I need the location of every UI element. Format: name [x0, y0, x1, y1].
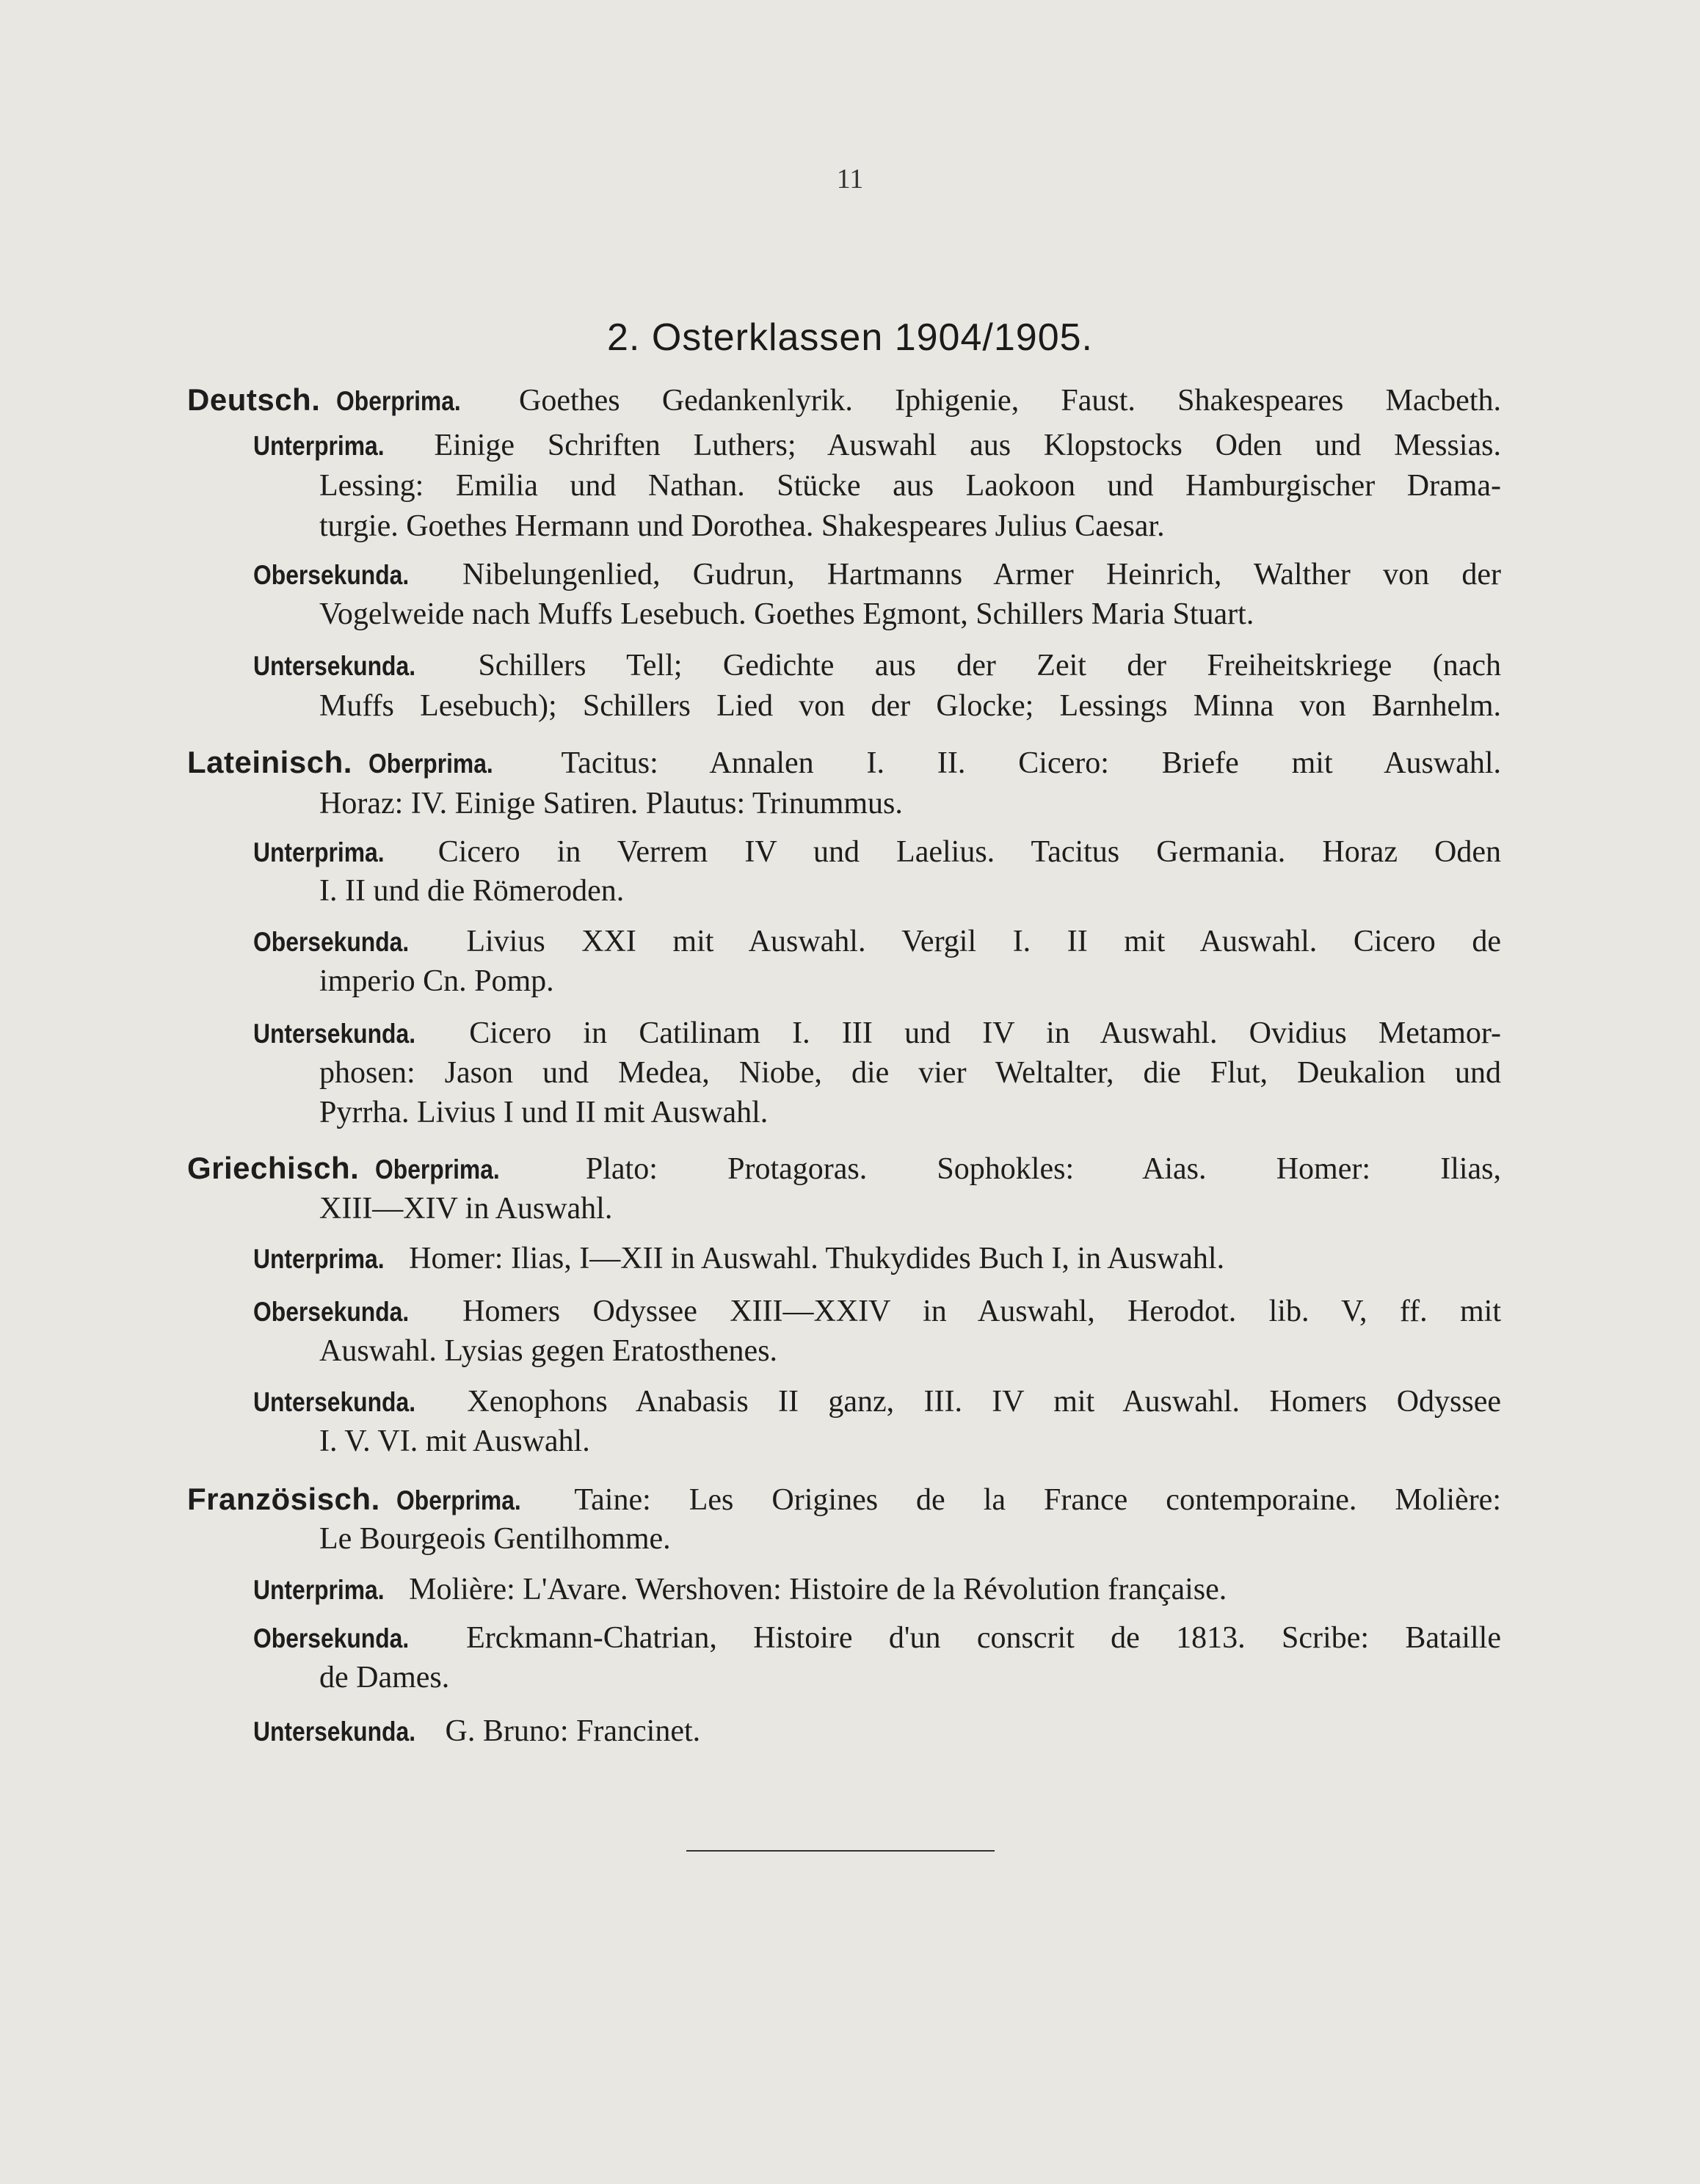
- text-line: [319, 1420, 590, 1463]
- entry-text: Lessing: Emilia und Nathan. Stücke aus Laokoon und Hamburgischer Drama-: [319, 469, 1501, 503]
- entry-text: Nibelungenlied, Gudrun, Hartmanns Armer Heinrich, Walther von der: [462, 558, 1501, 592]
- text-line: [319, 1330, 777, 1372]
- text-line: [319, 685, 1501, 727]
- text-line: [319, 1518, 671, 1560]
- class-label: Oberprima.: [336, 386, 462, 416]
- subject-heading: Griechisch.: [187, 1151, 360, 1185]
- text-line: [319, 782, 903, 825]
- class-label: Untersekunda.: [253, 1019, 416, 1049]
- class-label: Unterprima.: [253, 837, 385, 867]
- text-line: [319, 1656, 449, 1699]
- text-line: [253, 1617, 1501, 1659]
- entry-text: Molière: L'Avare. Wershoven: Histoire de la Révolution française.: [409, 1573, 1227, 1606]
- entry-text: Cicero in Catilinam I. III und IV in Auswahl. Ovidius Metamor-: [469, 1016, 1502, 1050]
- entry-text: Homer: Ilias, I—XII in Auswahl. Thukydides Buch I, in Auswahl.: [409, 1242, 1225, 1275]
- entry-text: Goethes Gedankenlyrik. Iphigenie, Faust. Shakespeares Macbeth.: [518, 384, 1501, 418]
- text-line: [253, 1568, 1227, 1611]
- entry-text: Muffs Lesebuch); Schillers Lied von der Glocke; Lessings Minna von Barnhelm.: [319, 689, 1501, 723]
- text-line: [253, 644, 1501, 687]
- entry-text: Vogelweide nach Muffs Lesebuch. Goethes Egmont, Schillers Maria Stuart.: [319, 597, 1254, 631]
- text-line: [319, 960, 554, 1002]
- entry-text: Erckmann-Chatrian, Histoire d'un conscrit de 1813. Scribe: Bataille: [466, 1621, 1501, 1655]
- entry-text: Tacitus: Annalen I. II. Cicero: Briefe mit Auswahl.: [561, 746, 1501, 780]
- text-line: [319, 505, 1165, 547]
- entry-text: Le Bourgeois Gentilhomme.: [319, 1522, 671, 1556]
- entry-text: G. Bruno: Francinet.: [445, 1714, 701, 1748]
- text-line: [253, 1237, 1224, 1280]
- text-line: [187, 379, 1501, 421]
- text-line: [253, 1012, 1501, 1055]
- entry-text: Pyrrha. Livius I und II mit Auswahl.: [319, 1096, 769, 1129]
- entry-text: Taine: Les Origines de la France contemporaine. Molière:: [574, 1483, 1501, 1517]
- reading-list: [187, 0, 1501, 2184]
- closing-rule: [686, 1850, 995, 1852]
- entry-text: phosen: Jason und Medea, Niobe, die vier Weltalter, die Flut, Deukalion und: [319, 1056, 1501, 1090]
- text-line: [253, 831, 1501, 873]
- text-line: [253, 920, 1501, 963]
- class-label: Oberprima.: [368, 749, 493, 779]
- text-line: [319, 593, 1254, 636]
- text-line: [319, 1052, 1501, 1094]
- class-label: Untersekunda.: [253, 651, 416, 681]
- text-line: [253, 1290, 1501, 1333]
- text-line: [253, 424, 1501, 467]
- entry-text: Cicero in Verrem IV und Laelius. Tacitus Germania. Horaz Oden: [437, 835, 1501, 869]
- text-line: [319, 1187, 612, 1230]
- entry-text: I. V. VI. mit Auswahl.: [319, 1424, 590, 1458]
- class-label: Untersekunda.: [253, 1717, 416, 1747]
- text-line: [319, 870, 624, 912]
- text-line: [253, 553, 1501, 596]
- entry-text: Xenophons Anabasis II ganz, III. IV mit Auswahl. Homers Odyssee: [467, 1385, 1502, 1419]
- entry-text: I. II und die Römeroden.: [319, 874, 625, 908]
- text-line: [319, 465, 1501, 507]
- text-line: [253, 1380, 1501, 1423]
- entry-text: turgie. Goethes Hermann und Dorothea. Shakespeares Julius Caesar.: [319, 509, 1165, 543]
- page-title: 2. Osterklassen 1904/1905.: [607, 316, 1093, 359]
- class-label: Obersekunda.: [253, 927, 410, 957]
- text-line: [319, 1091, 768, 1134]
- subject-heading: Lateinisch.: [187, 745, 352, 779]
- class-label: Obersekunda.: [253, 1297, 410, 1327]
- text-line: [187, 1147, 1501, 1190]
- class-label: Unterprima.: [253, 1575, 385, 1605]
- class-label: Obersekunda.: [253, 560, 410, 590]
- entry-text: Plato: Protagoras. Sophokles: Aias. Homer: Ilias,: [585, 1152, 1502, 1186]
- page-number: 11: [836, 164, 864, 194]
- entry-text: Auswahl. Lysias gegen Eratosthenes.: [319, 1334, 778, 1368]
- entry-text: imperio Cn. Pomp.: [319, 964, 554, 998]
- text-line: [187, 741, 1501, 784]
- entry-text: Livius XXI mit Auswahl. Vergil I. II mit Auswahl. Cicero de: [466, 925, 1502, 958]
- subject-heading: Deutsch.: [187, 382, 321, 417]
- text-line: [187, 1478, 1501, 1521]
- class-label: Untersekunda.: [253, 1387, 416, 1417]
- entry-text: Homers Odyssee XIII—XXIV in Auswahl, Herodot. lib. V, ff. mit: [462, 1295, 1502, 1328]
- entry-text: Schillers Tell; Gedichte aus der Zeit der Freiheitskriege (nach: [478, 649, 1502, 682]
- entry-text: Einige Schriften Luthers; Auswahl aus Klopstocks Oden und Messias.: [434, 429, 1502, 462]
- subject-heading: Französisch.: [187, 1482, 380, 1516]
- entry-text: de Dames.: [319, 1661, 450, 1695]
- class-label: Oberprima.: [375, 1154, 501, 1184]
- class-label: Oberprima.: [396, 1485, 521, 1515]
- entry-text: XIII—XIV in Auswahl.: [319, 1192, 613, 1226]
- text-line: [253, 1710, 700, 1752]
- class-label: Obersekunda.: [253, 1623, 410, 1653]
- class-label: Unterprima.: [253, 431, 385, 461]
- class-label: Unterprima.: [253, 1244, 385, 1274]
- entry-text: Horaz: IV. Einige Satiren. Plautus: Trinummus.: [319, 787, 903, 820]
